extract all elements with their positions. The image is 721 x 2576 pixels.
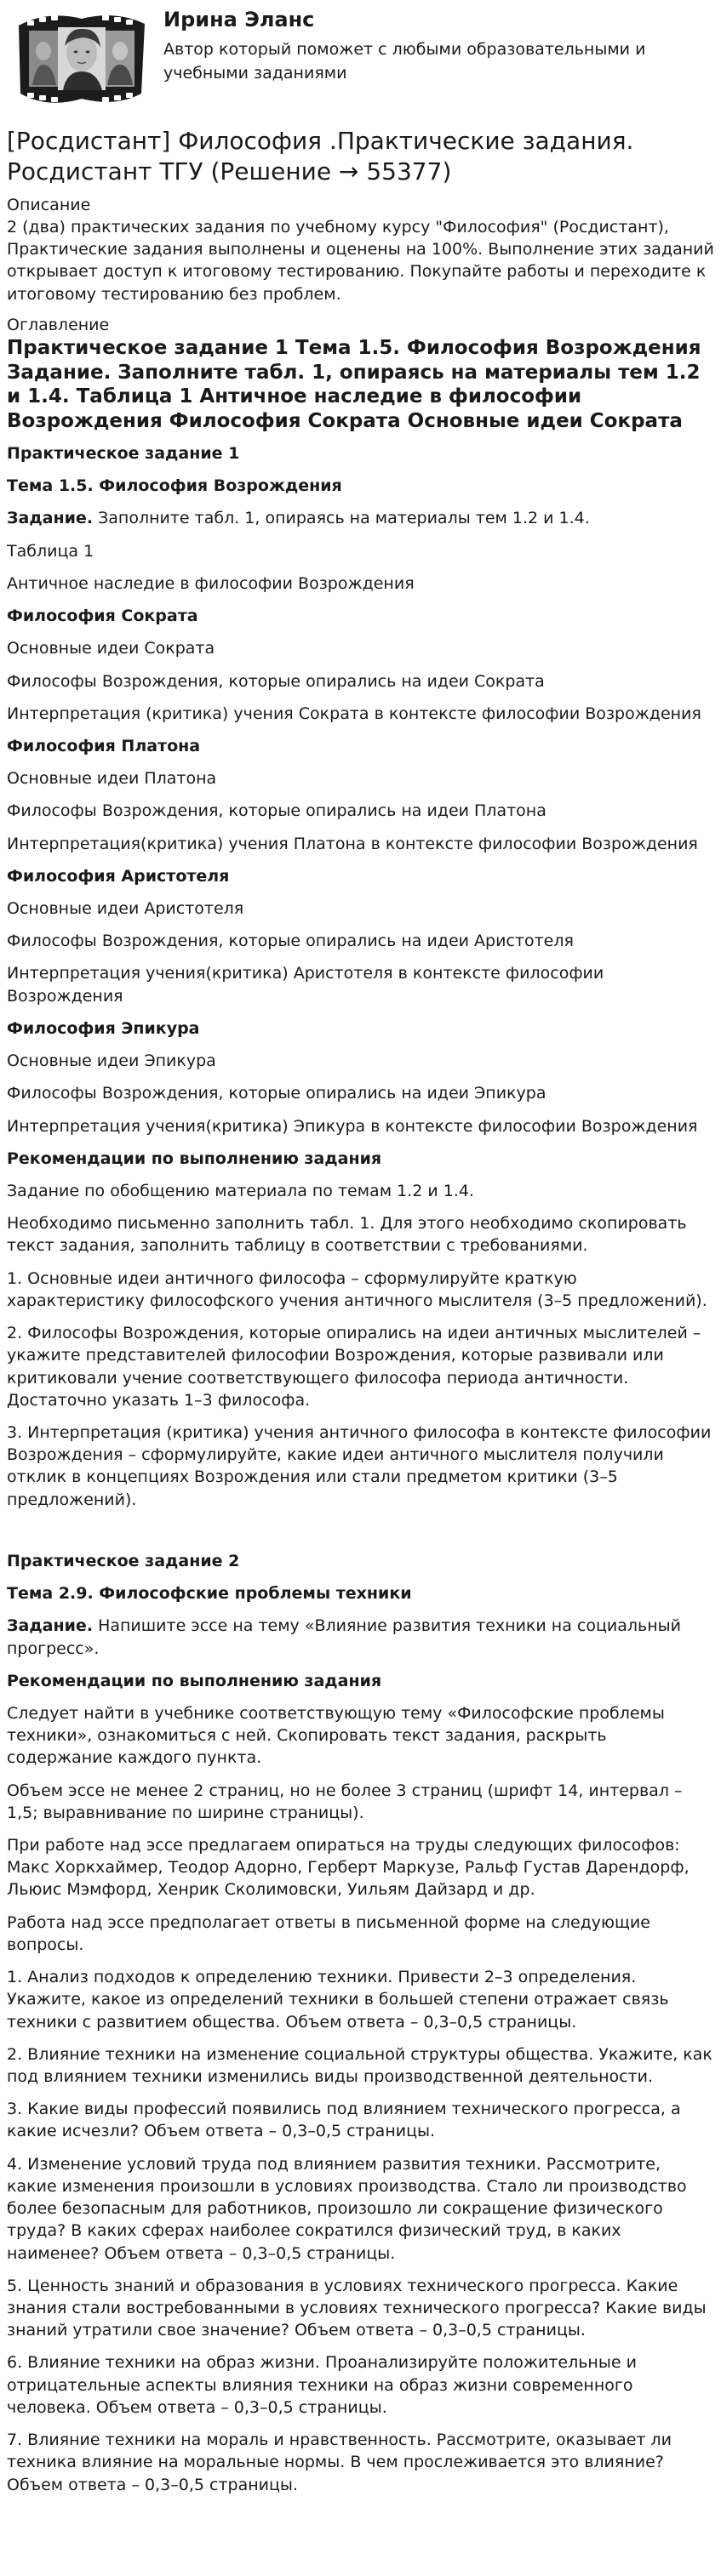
philosopher-ideas: Основные идеи Сократа xyxy=(7,639,215,658)
toc-heading: Практическое задание 1 Тема 1.5. Философия Возрождения Задание. Заполните табл. 1, опираясь на материалы тем 1.2 и 1.4. Таблица 1 Античное наследие в философии Возрождения Философия Сократа Основные идеи Сократа xyxy=(7,336,701,433)
task2-paragraph: 5. Ценность знаний и образования в условиях технического прогресса. Какие знания стали востребованными в условиях технического прогресса? Какие виды знаний утратили свое значение? Объем ответа – 0,3–0,5 страницы. xyxy=(7,2276,707,2340)
philosopher-interpretation: Интерпретация учения(критика) Аристотеля в контексте философии Возрождения xyxy=(7,964,604,1006)
description-label: Описание xyxy=(7,195,91,214)
document-title: [Росдистант] Философия .Практические задания. Росдистант ТГУ (Решение → 55377) xyxy=(7,127,634,185)
task2-paragraph: 1. Анализ подходов к определению техники. Привести 2–3 определения. Укажите, какое из определений техники в большей степени отражает связь техники с развитием общества. Объем ответа – 0,3–0,5 страницы. xyxy=(7,1968,669,2032)
avatar-image xyxy=(14,9,150,109)
task2-title: Практическое задание 2 xyxy=(7,1551,240,1570)
task2-assignment-text: Напишите эссе на тему «Влияние развития техники на социальный прогресс». xyxy=(7,1616,681,1658)
philosopher-followers: Философы Возрождения, которые опирались на идеи Платона xyxy=(7,801,546,821)
task1-title: Практическое задание 1 xyxy=(7,443,240,463)
task2-paragraph: Работа над эссе предполагает ответы в письменной форме на следующие вопросы. xyxy=(7,1912,650,1954)
philosopher-block xyxy=(7,735,714,855)
philosopher-heading: Философия Эпикура xyxy=(7,1018,200,1038)
task1-recommendation: Необходимо письменно заполнить табл. 1. Для этого необходимо скопировать текст задания, заполнить таблицу в соответствии с требованиями. xyxy=(7,1214,687,1256)
philosopher-followers: Философы Возрождения, которые опирались на идеи Аристотеля xyxy=(7,932,574,951)
author-description: Автор который поможет с любыми образовательными и учебными заданиями xyxy=(163,40,646,83)
philosopher-block xyxy=(7,865,714,1007)
toc-label: Оглавление xyxy=(7,315,110,334)
task2-paragraph: При работе над эссе предлагаем опираться на труды следующих философов: Макс Хоркхаймер, Теодор Адорно, Герберт Маркузе, Ральф Густав Дарендорф, Льюис Мэмфорд, Хенрик Сколимовски, Уильям Дайзард и др. xyxy=(7,1836,690,1900)
task2-paragraph: Объем эссе не менее 2 страниц, но не более 3 страниц (шрифт 14, интервал – 1,5; выравнивание по ширине страницы). xyxy=(7,1781,683,1822)
author-name[interactable]: Ирина Эланс xyxy=(163,8,315,31)
task2-paragraph: Следует найти в учебнике соответствующую тему «Философские проблемы техники», ознакомиться с ней. Скопировать текст задания, раскрыть содержание каждого пункта. xyxy=(7,1703,665,1768)
task2-assignment xyxy=(7,1615,714,1659)
philosopher-interpretation: Интерпретация(критика) учения Платона в контексте философии Возрождения xyxy=(7,834,698,853)
author-avatar[interactable] xyxy=(14,9,150,109)
task2-topic: Тема 2.9. Философские проблемы техники xyxy=(7,1584,412,1604)
task1-recommendation: Задание по обобщению материала по темам 1.2 и 1.4. xyxy=(7,1182,474,1200)
philosopher-interpretation: Интерпретация учения(критика) Эпикура в контексте философии Возрождения xyxy=(7,1116,698,1136)
author-header xyxy=(7,0,714,117)
task1-topic: Тема 1.5. Философия Возрождения xyxy=(7,476,342,496)
task1-recommendation: 2. Философы Возрождения, которые опирались на идеи античных мыслителей – укажите представителей философии Возрождения, которые развивали или критиковали учение соответствующего философа периода античности. Достаточно указать 1–3 философа. xyxy=(7,1324,701,1410)
task2-paragraph: 3. Какие виды профессий появились под влиянием технического прогресса, а какие исчезли? Объем ответа – 0,3–0,5 страницы. xyxy=(7,2100,681,2141)
philosopher-ideas: Основные идеи Эпикура xyxy=(7,1051,216,1071)
philosopher-heading: Философия Аристотеля xyxy=(7,866,230,886)
philosopher-interpretation: Интерпретация (критика) учения Сократа в контексте философии Возрождения xyxy=(7,704,701,723)
task1-assignment-label: Задание. xyxy=(7,509,94,528)
philosopher-block xyxy=(7,1017,714,1137)
philosopher-heading: Философия Сократа xyxy=(7,607,198,626)
table-caption: Античное наследие в философии Возрождения xyxy=(7,573,415,593)
description-text: 2 (два) практических задания по учебному курсу "Философия" (Росдистант), Практические задания выполнены и оценены на 100%. Выполнение этих заданий открывает доступ к итоговому тестированию. Покупайте работы и переходите к итоговому тестированию без проблем. xyxy=(7,217,714,304)
philosopher-followers: Философы Возрождения, которые опирались на идеи Эпикура xyxy=(7,1084,546,1103)
task2-paragraph: 6. Влияние техники на образ жизни. Проанализируйте положительные и отрицательные аспекты влияния техники на образ жизни современного человека. Объем ответа – 0,3–0,5 страницы. xyxy=(7,2353,637,2417)
task1-assignment-text: Заполните табл. 1, опираясь на материалы тем 1.2 и 1.4. xyxy=(93,509,590,528)
task2-assignment-label: Задание. xyxy=(7,1616,94,1636)
task2-recommendations-title: Рекомендации по выполнению задания xyxy=(7,1671,382,1690)
philosopher-ideas: Основные идеи Аристотеля xyxy=(7,899,244,919)
task1-recommendations-title: Рекомендации по выполнению задания xyxy=(7,1148,382,1168)
task1-assignment xyxy=(7,507,714,529)
philosopher-block xyxy=(7,605,714,725)
author-info xyxy=(163,7,704,85)
task1-recommendation: 1. Основные идеи античного философа – сформулируйте краткую характеристику философского учения античного мыслителя (3–5 предложений). xyxy=(7,1268,707,1310)
philosopher-followers: Философы Возрождения, которые опирались на идеи Сократа xyxy=(7,671,545,691)
table-label: Таблица 1 xyxy=(7,541,94,561)
philosopher-heading: Философия Платона xyxy=(7,736,201,755)
task2-paragraph: 2. Влияние техники на изменение социальной структуры общества. Укажите, как под влиянием техники изменились виды производственной деятельности. xyxy=(7,2044,712,2086)
section-spacer xyxy=(7,1521,714,1550)
philosopher-ideas: Основные идеи Платона xyxy=(7,769,217,789)
task1-recommendation: 3. Интерпретация (критика) учения античного философа в контексте философии Возрождения – сформулируйте, какие идеи античного мыслителя получили отклик в концепциях Возрождения или стали предметом критики (3–5 предложений). xyxy=(7,1422,712,1509)
task2-paragraph: 4. Изменение условий труда под влиянием развития техники. Рассмотрите, какие изменения произошли в условиях производства. Стало ли производство более безопасным для работников, произошло ли сокращение физического труда? В каких сферах наиболее сократился физический труд, в каких наименее? Объем ответа – 0,3–0,5 страницы. xyxy=(7,2154,687,2263)
task2-paragraph: 7. Влияние техники на мораль и нравственность. Рассмотрите, оказывает ли техника влияние на моральные нормы. В чем прослеживается это влияние? Объем ответа – 0,3–0,5 страницы. xyxy=(7,2431,672,2494)
